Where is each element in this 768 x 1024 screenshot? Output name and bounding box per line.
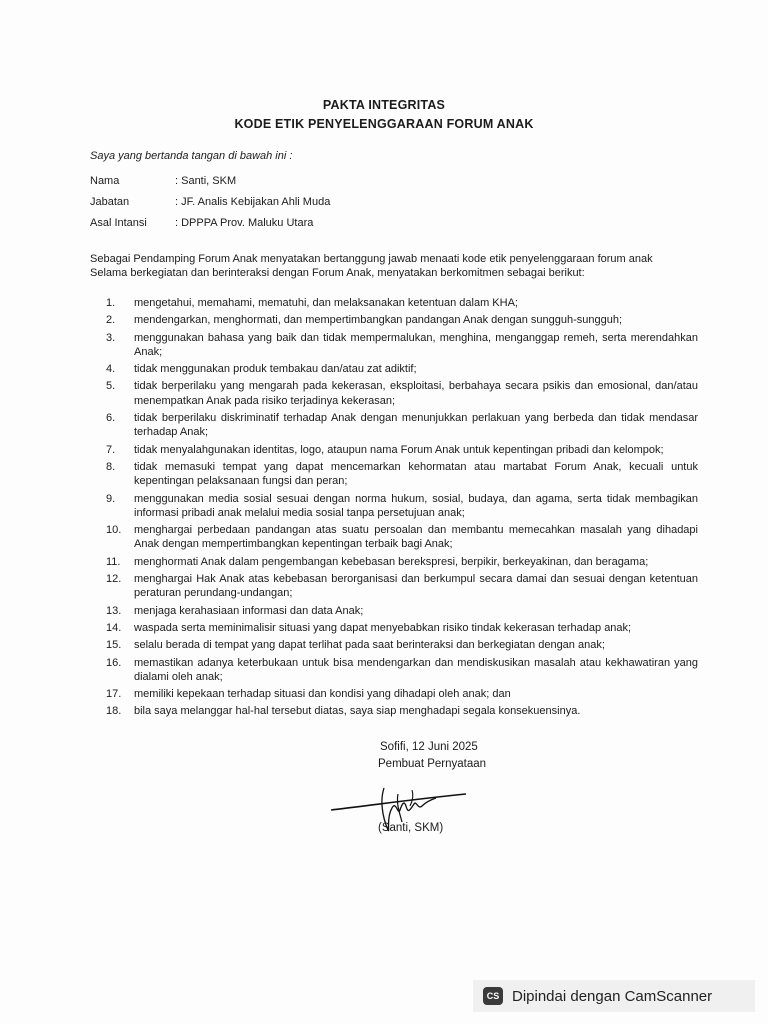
item-text: mendengarkan, menghormati, dan mempertimbangkan pandangan Anak dengan sungguh-sungguh; bbox=[134, 314, 623, 327]
item-number: 18. bbox=[106, 705, 122, 718]
item-text: tidak memasuki tempat yang dapat mencemarkan kehormatan atau martabat Forum Anak, kecuali untuk kepentingan pelaksanaan fungsi dan peran; bbox=[134, 460, 698, 488]
identity-label: Jabatan bbox=[90, 196, 130, 208]
list-item bbox=[106, 492, 698, 521]
item-number: 13. bbox=[106, 604, 122, 617]
item-text: memiliki kepekaan terhadap situasi dan kondisi yang dihadapi oleh anak; dan bbox=[134, 688, 511, 701]
document-title: PAKTA INTEGRITAS bbox=[322, 98, 446, 112]
item-number: 14. bbox=[106, 621, 122, 634]
signatory-name: (Santi, SKM) bbox=[378, 822, 444, 834]
item-number: 16. bbox=[106, 656, 122, 669]
item-text: mengetahui, memahami, mematuhi, dan melaksanakan ketentuan dalam KHA; bbox=[134, 297, 518, 309]
item-text: menghargai Hak Anak atas kebebasan berorganisasi dan berkumpul secara damai dan sesuai dengan ketentuan peraturan perundang-undangan; bbox=[134, 573, 698, 600]
identity-value: : JF. Analis Kebijakan Ahli Muda bbox=[175, 196, 331, 208]
item-text: tidak menggunakan produk tembakau dan/atau zat adiktif; bbox=[134, 363, 417, 376]
item-number: 17. bbox=[106, 688, 122, 701]
intro-text: Saya yang bertanda tangan di bawah ini : bbox=[90, 150, 293, 162]
statement-line-1: Sebagai Pendamping Forum Anak menyatakan bertanggung jawab menaati kode etik penyelenggaraan forum anak bbox=[90, 253, 653, 265]
item-text: menggunakan media sosial sesuai dengan norma hukum, sosial, budaya, dan agama, serta tidak membagikan informasi pribadi anak melalui media sosial tanpa persetujuan anak; bbox=[134, 492, 698, 519]
commitment-list bbox=[106, 296, 698, 722]
list-item bbox=[106, 331, 698, 360]
list-item bbox=[106, 656, 698, 685]
item-number: 6. bbox=[106, 412, 116, 425]
identity-value: : DPPPA Prov. Maluku Utara bbox=[175, 217, 314, 229]
item-text: bila saya melanggar hal-hal tersebut diatas, saya siap menghadapi segala konsekuensinya. bbox=[134, 705, 581, 718]
item-number: 1. bbox=[106, 297, 116, 309]
list-item bbox=[106, 704, 698, 718]
item-number: 9. bbox=[106, 492, 116, 505]
item-number: 2. bbox=[106, 314, 116, 327]
list-item bbox=[106, 638, 698, 652]
item-number: 10. bbox=[106, 524, 122, 537]
item-text: menghargai perbedaan pandangan atas suatu persoalan dan membantu memecahkan masalah yang dihadapi Anak dengan mempertimbangkan kepentingan terbaik bagi Anak; bbox=[134, 524, 698, 551]
item-number: 8. bbox=[106, 460, 116, 473]
list-item bbox=[106, 523, 698, 552]
item-text: menggunakan bahasa yang baik dan tidak mempermalukan, menghina, menganggap remeh, serta merendahkan Anak; bbox=[134, 331, 698, 358]
item-text: tidak menyalahgunakan identitas, logo, ataupun nama Forum Anak untuk kepentingan pribadi dan kelompok; bbox=[134, 443, 664, 456]
list-item bbox=[106, 621, 698, 635]
list-item bbox=[106, 313, 698, 327]
identity-value: : Santi, SKM bbox=[175, 175, 237, 187]
list-item bbox=[106, 411, 698, 440]
identity-label: Nama bbox=[90, 175, 120, 187]
item-number: 12. bbox=[106, 573, 122, 586]
list-item bbox=[106, 362, 698, 376]
item-number: 15. bbox=[106, 639, 122, 652]
signature-role: Pembuat Pernyataan bbox=[378, 758, 487, 770]
document-subtitle: KODE ETIK PENYELENGGARAAN FORUM ANAK bbox=[234, 117, 534, 131]
item-number: 4. bbox=[106, 363, 116, 376]
list-item bbox=[106, 572, 698, 601]
signature-date: Sofifi, 12 Juni 2025 bbox=[380, 741, 478, 753]
list-item bbox=[106, 687, 698, 701]
item-text: memastikan adanya keterbukaan untuk bisa mendengarkan dan mendiskusikan masalah atau kekhawatiran yang dialami oleh anak; bbox=[134, 656, 698, 683]
camscanner-label: Dipindai dengan CamScanner bbox=[512, 987, 713, 1005]
list-item bbox=[106, 443, 698, 457]
item-text: waspada serta meminimalisir situasi yang dapat menyebabkan risiko tindak kekerasan terhadap anak; bbox=[134, 621, 632, 634]
item-text: menjaga kerahasiaan informasi dan data Anak; bbox=[134, 604, 364, 617]
list-item bbox=[106, 379, 698, 408]
item-number: 3. bbox=[106, 331, 116, 344]
camscanner-logo-icon: CS bbox=[483, 987, 503, 1005]
list-item bbox=[106, 460, 698, 489]
item-number: 11. bbox=[106, 555, 121, 568]
item-number: 7. bbox=[106, 443, 116, 456]
item-text: tidak berperilaku yang mengarah pada kekerasan, eksploitasi, berbahaya secara psikis dan emosional, dan/atau menempatkan Anak pada risiko terjadinya kekerasan; bbox=[134, 380, 698, 407]
list-item bbox=[106, 555, 698, 569]
list-item bbox=[106, 296, 698, 310]
item-text: selalu berada di tempat yang dapat terlihat pada saat berinteraksi dan berkegiatan dengan anak; bbox=[134, 639, 605, 652]
camscanner-watermark bbox=[473, 980, 755, 1012]
item-number: 5. bbox=[106, 380, 116, 393]
list-item bbox=[106, 604, 698, 618]
identity-label: Asal Intansi bbox=[90, 217, 147, 229]
item-text: tidak berperilaku diskriminatif terhadap Anak dengan menunjukkan perlakuan yang berbeda dan tidak mendasar terhadap Anak; bbox=[134, 412, 698, 439]
item-text: menghormati Anak dalam pengembangan kebebasan berekspresi, berpikir, berkeyakinan, dan beragama; bbox=[134, 555, 649, 568]
statement-line-2: Selama berkegiatan dan berinteraksi dengan Forum Anak, menyatakan berkomitmen sebagai berikut: bbox=[90, 267, 585, 279]
